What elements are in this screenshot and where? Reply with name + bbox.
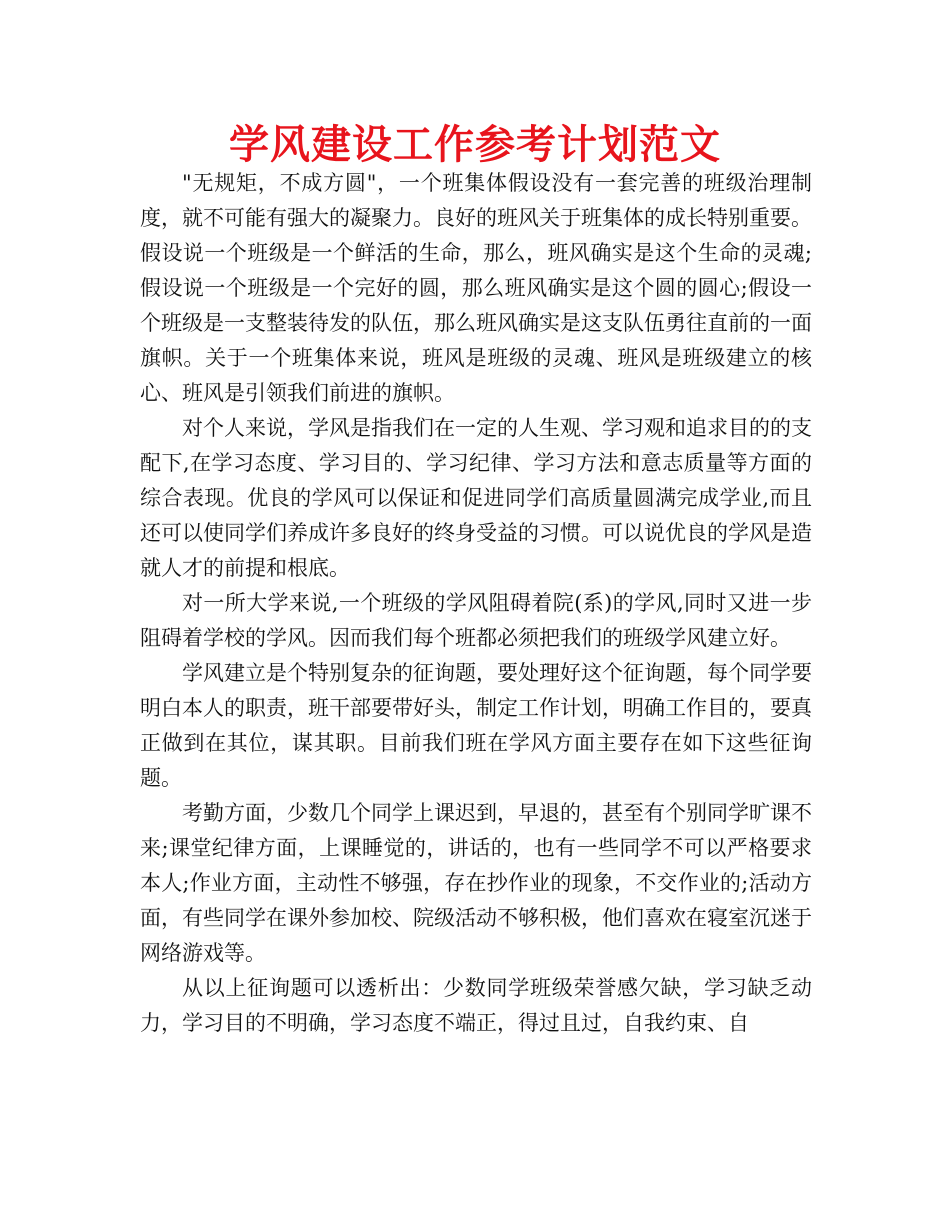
document-title: 学风建设工作参考计划范文	[229, 121, 721, 168]
paragraph: 对一所大学来说,一个班级的学风阻碍着院(系)的学风,同时又进一步阻碍着学校的学风。因而我们每个班都必须把我们的班级学风建立好。	[140, 591, 812, 650]
paragraph: "无规矩，不成方圆"，一个班集体假设没有一套完善的班级治理制度，就不可能有强大的凝聚力。良好的班风关于班集体的成长特别重要。假设说一个班级是一个鲜活的生命，那么，班风确实是这个生命的灵魂;假设说一个班级是一个完好的圆，那么班风确实是这个圆的圆心;假设一个班级是一支整装待发的队伍，那么班风确实是这支队伍勇往直前的一面旗帜。关于一个班集体来说，班风是班级的灵魂、班风是班级建立的核心、班风是引领我们前进的旗帜。	[140, 171, 812, 405]
paragraph: 从以上征询题可以透析出：少数同学班级荣誉感欠缺，学习缺乏动力，学习目的不明确，学习态度不端正，得过且过，自我约束、自	[140, 976, 812, 1035]
paragraph: 学风建立是个特别复杂的征询题，要处理好这个征询题，每个同学要明白本人的职责，班干部要带好头，制定工作计划，明确工作目的，要真正做到在其位，谋其职。目前我们班在学风方面主要存在如下这些征询题。	[140, 661, 812, 790]
paragraph: 对个人来说，学风是指我们在一定的人生观、学习观和追求目的的支配下,在学习态度、学习目的、学习纪律、学习方法和意志质量等方面的综合表现。优良的学风可以保证和促进同学们高质量圆满完成学业,而且还可以使同学们养成许多良好的终身受益的习惯。可以说优良的学风是造就人才的前提和根底。	[140, 416, 812, 580]
document-body	[140, 166, 812, 1041]
paragraph: 考勤方面，少数几个同学上课迟到，早退的，甚至有个别同学旷课不来;课堂纪律方面，上课睡觉的，讲话的，也有一些同学不可以严格要求本人;作业方面，主动性不够强，存在抄作业的现象，不交作业的;活动方面，有些同学在课外参加校、院级活动不够积极，他们喜欢在寝室沉迷于网络游戏等。	[140, 801, 812, 965]
